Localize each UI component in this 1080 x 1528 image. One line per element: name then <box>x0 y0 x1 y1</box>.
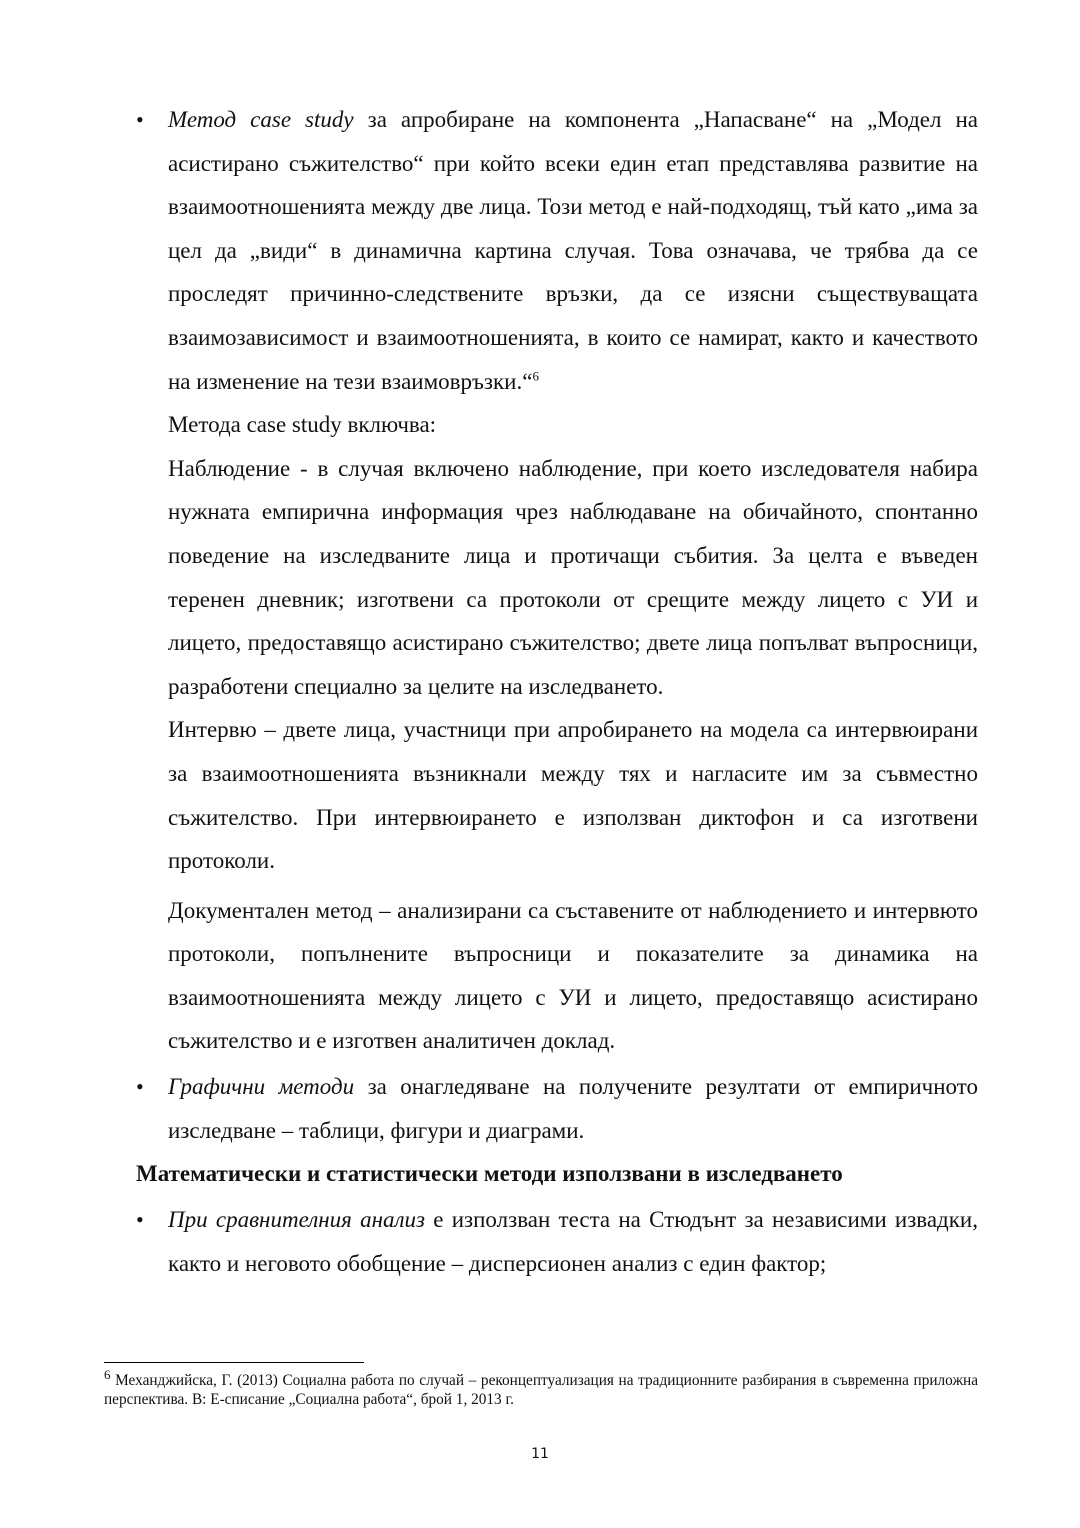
bullet-comparative-analysis <box>136 1198 978 1285</box>
case-study-text: за апробиране на компонента „Напасване“ на „Модел на асистирано съжителство“ при който всеки един етап представлява развитие на взаимоотношенията между две лица. Този метод е най-подходящ, тъй като „има за цел да „види“ в динамична картина случая. Това означава, че трябва да се проследят причинно-следствените връзки, да се изясни съществуващата взаимозависимост и взаимоотношенията, в които се намират, както и качеството на изменение на тези взаимовръзки.“ <box>168 107 978 394</box>
graphic-methods-paragraph <box>168 1065 978 1152</box>
page-number: 11 <box>531 1446 549 1462</box>
observation-paragraph: Наблюдение - в случая включено наблюдение, при което изследователя набира нужната емпирична информация чрез наблюдаване на обичайното, спонтанно поведение на изследваните лица и протичащи събития. За целта е въведен теренен дневник; изготвени са протоколи от срещите между лицето с УИ и лицето, предоставящо асистирано съжителство; двете лица попълват въпросници, разработени специално за целите на изследването. <box>168 455 978 699</box>
case-study-term: Метод case study <box>168 107 354 132</box>
comparative-paragraph <box>168 1198 978 1285</box>
bullet-marker: • <box>136 107 144 132</box>
footnote-reference[interactable]: 6 <box>532 367 539 383</box>
graphic-methods-term: Графични методи <box>168 1074 355 1099</box>
bullet-case-study <box>136 98 978 1063</box>
bullet-graphic-methods <box>136 1065 978 1152</box>
footnote-text: Механджийска, Г. (2013) Социална работа по случай – реконцептуализация на традиционните разбирания в съвременна приложна перспектива. В: Е-списание „Социална работа“, брой 1, 2013 г. <box>104 1372 978 1408</box>
graphic-methods-text: за онагледяване на получените резултати от емпиричното изследване – таблици, фигури и диаграми. <box>168 1074 978 1143</box>
case-study-includes: Метода case study включва: <box>168 412 437 438</box>
documentary-paragraph: Документален метод – анализирани са съставените от наблюдението и интервюто протоколи, попълнените въпросници и показателите за динамика на взаимоотношенията между лицето с УИ и лицето, предоставящо асистирано съжителство и е изготвен аналитичен доклад. <box>168 897 978 1054</box>
case-study-paragraph <box>168 98 978 403</box>
comparative-text: е използван теста на Стюдънт за независими извадки, както и неговото обобщение – дисперсионен анализ с един фактор; <box>168 1207 978 1276</box>
section-heading: Математически и статистически методи използвани в изследването <box>136 1161 843 1186</box>
footnote-separator <box>104 1362 364 1363</box>
footnote-number: 6 <box>104 1366 111 1382</box>
comparative-term: При сравнителния анализ <box>168 1207 426 1232</box>
footnote <box>104 1366 978 1409</box>
interview-paragraph: Интервю – двете лица, участници при апробирането на модела са интервюирани за взаимоотношенията възникнали между тях и нагласите им за съвместно съжителство. При интервюирането е използван диктофон и са изготвени протоколи. <box>168 717 978 874</box>
bullet-marker: • <box>136 1207 144 1232</box>
bullet-marker: • <box>136 1074 144 1099</box>
